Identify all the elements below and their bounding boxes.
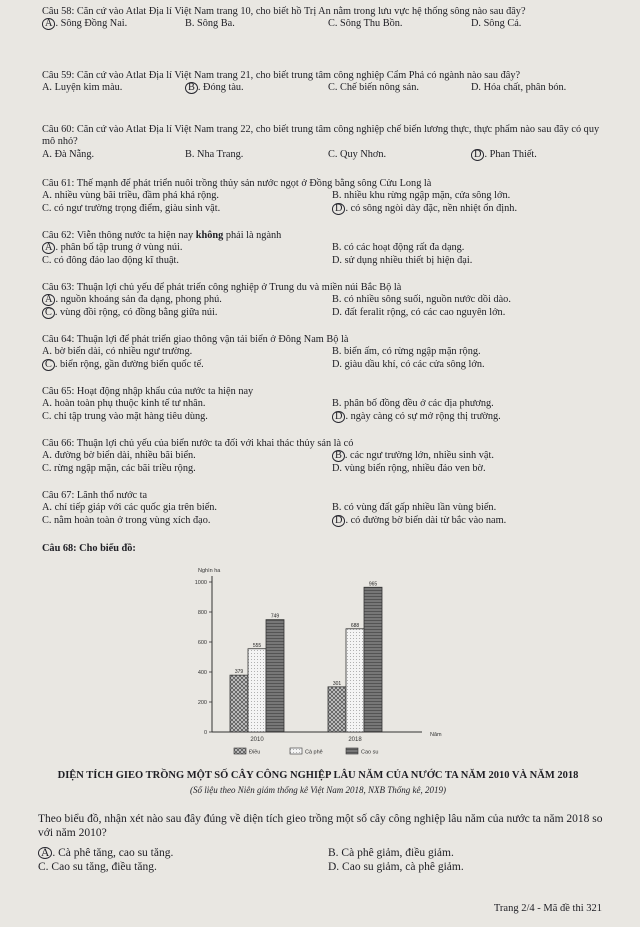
- option-b[interactable]: [185, 82, 328, 94]
- option-d[interactable]: D. Sông Cả.: [471, 18, 522, 30]
- question-stem: Câu 63: Thuận lợi chủ yếu để phát triển công nghiệp ở Trung du và miền núi Bắc Bộ là: [42, 282, 402, 293]
- y-axis-label: Nghìn ha: [198, 568, 221, 574]
- crossed-mark: C: [42, 307, 55, 319]
- question-stem: [42, 230, 602, 242]
- question-stem: Câu 58: Căn cứ vào Atlat Địa lí Việt Nam trang 10, cho biết hồ Trị An nằm trong lưu vực hệ thống sông nào sau đây?: [42, 6, 526, 17]
- answer-circle: A: [42, 294, 55, 306]
- answer-circle: D: [471, 149, 484, 161]
- question-59: [42, 70, 602, 95]
- option-c[interactable]: C. chỉ tập trung vào mặt hàng tiêu dùng.: [42, 410, 208, 422]
- question-68-options: [38, 846, 598, 874]
- option-b[interactable]: B. có nhiều sông suối, nguồn nước dồi dào.: [332, 294, 511, 306]
- question-stem: Câu 59: Căn cứ vào Atlat Địa lí Việt Nam trang 21, cho biết trung tâm công nghiệp Cẩm Phả có ngành nào sau đây?: [42, 70, 521, 81]
- option-b[interactable]: B. có vùng đất gấp nhiều lần vùng biển.: [332, 502, 497, 514]
- bar-cao-su-2018: [364, 587, 382, 732]
- option-text: . có sông ngòi dày đặc, nền nhiệt ổn định.: [345, 202, 518, 214]
- data-label: 749: [270, 613, 280, 620]
- option-a[interactable]: A. bờ biển dài, có nhiều ngư trường.: [42, 346, 193, 358]
- x-axis-label: Năm: [430, 732, 442, 738]
- answer-circle: C: [42, 359, 55, 371]
- chart-title: DIỆN TÍCH GIEO TRỒNG MỘT SỐ CÂY CÔNG NGHIỆP LÂU NĂM CỦA NƯỚC TA NĂM 2010 VÀ NĂM 2018: [57, 770, 579, 781]
- legend-label: Cao su: [361, 749, 379, 756]
- question-66: [42, 438, 602, 475]
- option-d[interactable]: [332, 411, 602, 423]
- bar-điều-2018: [328, 687, 346, 732]
- question-60: [42, 124, 602, 161]
- question-63: [42, 282, 602, 319]
- y-tick-label: 400: [197, 670, 207, 676]
- option-c[interactable]: C. nằm hoàn toàn ở trong vùng xích đạo.: [42, 514, 211, 526]
- option-a[interactable]: [42, 294, 332, 306]
- data-label: 379: [234, 669, 244, 676]
- option-d[interactable]: D. Hóa chất, phân bón.: [471, 82, 567, 94]
- legend-label: Điều: [249, 749, 261, 756]
- option-text: . vùng đồi rộng, có đồng bằng giữa núi.: [54, 306, 218, 318]
- question-68-text: Theo biểu đồ, nhận xét nào sau đây đúng về diện tích gieo trồng một số cây công nghiệp lâu năm của nước ta năm 2018 so với năm 2010?: [38, 813, 603, 839]
- option-a[interactable]: [38, 846, 328, 860]
- option-d[interactable]: D. giàu dầu khí, có các cửa sông lớn.: [332, 358, 485, 370]
- option-d[interactable]: [332, 515, 602, 527]
- y-tick-label: 600: [197, 640, 207, 646]
- option-a[interactable]: [42, 18, 185, 30]
- option-c[interactable]: C. Sông Thu Bồn.: [328, 18, 403, 30]
- legend-label: Cà phê: [305, 749, 323, 756]
- bar-cà-phê-2010: [248, 649, 266, 732]
- option-c[interactable]: [42, 359, 332, 371]
- question-67: [42, 490, 602, 527]
- bar-chart: [172, 556, 472, 760]
- legend-swatch: [346, 748, 358, 754]
- question-68-stem: Câu 68: Cho biểu đồ:: [42, 543, 136, 554]
- question-65: [42, 386, 602, 423]
- option-d[interactable]: [471, 149, 602, 161]
- y-tick-label: 1000: [194, 580, 207, 586]
- option-a[interactable]: [42, 242, 332, 254]
- option-text: . biển rộng, gần đường biển quốc tế.: [54, 358, 204, 370]
- bar-cà-phê-2018: [346, 629, 364, 732]
- data-label: 301: [332, 680, 342, 687]
- data-label: 965: [368, 581, 378, 588]
- option-text: . Sông Đồng Nai.: [55, 18, 128, 30]
- legend-swatch: [234, 748, 246, 754]
- option-d[interactable]: D. đất feralit rộng, có các cao nguyên lớn.: [332, 306, 506, 318]
- option-c[interactable]: C. có ngư trường trọng điểm, giàu sinh vật.: [42, 202, 221, 214]
- answer-circle: D: [332, 203, 345, 215]
- answer-circle: A: [38, 847, 52, 859]
- option-b[interactable]: B. Cà phê giảm, điều giảm.: [328, 847, 454, 859]
- answer-circle: D: [332, 515, 345, 527]
- option-b[interactable]: B. biển ấm, có rừng ngập mặn rộng.: [332, 346, 481, 358]
- question-stem: Câu 64: Thuận lợi để phát triển giao thông vận tải biển ở Đông Nam Bộ là: [42, 334, 349, 345]
- answer-circle: D: [332, 411, 345, 423]
- bar-cao-su-2010: [266, 620, 284, 732]
- question-stem: Câu 65: Hoạt động nhập khẩu của nước ta hiện nay: [42, 386, 254, 397]
- option-c[interactable]: C. Cao su tăng, điều tăng.: [38, 861, 157, 873]
- option-d[interactable]: [332, 203, 602, 215]
- option-c[interactable]: C. có đông đảo lao động kĩ thuật.: [42, 254, 179, 266]
- x-tick-label: 2018: [348, 737, 362, 743]
- question-61: [42, 178, 602, 215]
- answer-circle: B: [185, 82, 198, 94]
- question-stem: Câu 66: Thuận lợi chủ yếu của biển nước ta đối với khai thác thủy sản là có: [42, 438, 354, 449]
- option-text: . có đường bờ biển dài từ bắc vào nam.: [345, 514, 507, 526]
- question-62: [42, 230, 602, 267]
- stem-post: phải là ngành: [223, 230, 282, 241]
- page-footer: Trang 2/4 - Mã đề thi 321: [493, 903, 602, 914]
- question-58: [42, 6, 602, 31]
- option-b[interactable]: B. nhiều khu rừng ngập mặn, cửa sông lớn.: [332, 190, 511, 202]
- y-tick-label: 0: [203, 730, 207, 736]
- option-a[interactable]: A. Luyện kim màu.: [42, 82, 123, 94]
- question-stem: Câu 61: Thế mạnh để phát triển nuôi trồng thủy sản nước ngọt ở Đồng bằng sông Cửu Long là: [42, 178, 432, 189]
- data-label: 555: [252, 642, 262, 649]
- stem-pre: Câu 62: Viễn thông nước ta hiện nay: [42, 230, 196, 241]
- option-d[interactable]: D. vùng biển rộng, nhiều đảo ven bờ.: [332, 462, 486, 474]
- y-tick-label: 200: [197, 700, 207, 706]
- option-b[interactable]: B. Nha Trang.: [185, 148, 244, 160]
- question-stem: Câu 67: Lãnh thổ nước ta: [42, 490, 148, 501]
- question-stem: Câu 60: Căn cứ vào Atlat Địa lí Việt Nam trang 22, cho biết trung tâm công nghiệp chế biến lương thực, thực phẩm nào sau đây có quy mô nhỏ?: [42, 124, 600, 148]
- option-a[interactable]: A. hoàn toàn phụ thuộc kinh tế tư nhân.: [42, 398, 206, 410]
- bar-điều-2010: [230, 675, 248, 732]
- x-tick-label: 2010: [250, 737, 264, 743]
- question-64: [42, 334, 602, 371]
- option-text: . Đóng tàu.: [197, 82, 244, 94]
- option-b[interactable]: B. có các hoạt động rất đa dạng.: [332, 242, 465, 254]
- y-tick-label: 800: [197, 610, 207, 616]
- option-c[interactable]: C. rừng ngập mặn, các bãi triều rộng.: [42, 462, 196, 474]
- answer-circle: A: [42, 242, 55, 254]
- option-b[interactable]: B. phân bố đồng đều ở các địa phương.: [332, 398, 494, 410]
- option-c[interactable]: [42, 307, 332, 319]
- stem-emphasis: không: [195, 230, 224, 241]
- answer-circle: B: [332, 450, 345, 462]
- legend-swatch: [290, 748, 302, 754]
- data-label: 688: [350, 622, 360, 629]
- option-text: . phân bố tập trung ở vùng núi.: [55, 242, 183, 254]
- option-text: . các ngư trường lớn, nhiều sinh vật.: [344, 450, 494, 462]
- option-b[interactable]: B. Sông Ba.: [185, 18, 235, 30]
- option-text: . nguồn khoáng sản đa dạng, phong phú.: [55, 294, 222, 306]
- chart-source: (Số liệu theo Niên giám thống kê Việt Nam 2018, NXB Thống kê, 2019): [189, 785, 447, 795]
- option-c[interactable]: C. Chế biến nông sản.: [328, 82, 419, 94]
- option-b[interactable]: [332, 450, 602, 462]
- option-text: . Phan Thiết.: [484, 148, 537, 160]
- answer-circle: A: [42, 18, 55, 30]
- option-d[interactable]: D. Cao su giảm, cà phê giảm.: [328, 861, 464, 873]
- option-text: . Cà phê tăng, cao su tăng.: [52, 847, 174, 859]
- option-a[interactable]: A. nhiều vùng bãi triều, đầm phá khá rộng.: [42, 190, 220, 202]
- option-d[interactable]: D. sử dụng nhiều thiết bị hiện đại.: [332, 254, 473, 266]
- option-a[interactable]: A. đường bờ biển dài, nhiều bãi biển.: [42, 450, 196, 462]
- option-c[interactable]: C. Quy Nhơn.: [328, 148, 387, 160]
- option-a[interactable]: A. Đà Nẵng.: [42, 148, 95, 160]
- option-text: . ngày càng có sự mở rộng thị trường.: [345, 410, 501, 422]
- option-a[interactable]: A. chỉ tiếp giáp với các quốc gia trên biển.: [42, 502, 217, 514]
